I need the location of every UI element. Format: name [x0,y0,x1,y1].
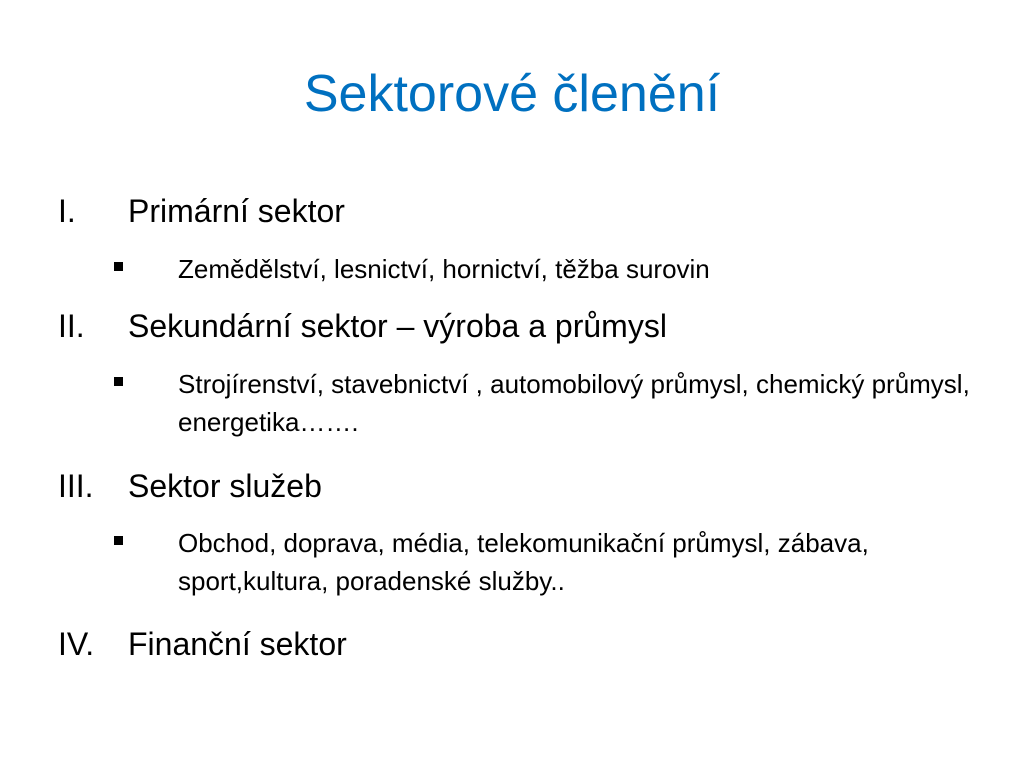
section-number: III. [58,468,94,504]
sub-item-text: Zemědělství, lesnictví, hornictví, těžba surovin [178,254,710,284]
sub-item-text: Strojírenství, stavebnictví , automobilový průmysl, chemický průmysl, energetika……. [178,369,970,437]
square-bullet-icon [114,262,123,271]
section-label: Finanční sektor [128,626,347,662]
section-number: II. [58,308,85,344]
section-label: Sekundární sektor – výroba a průmysl [128,308,667,344]
sub-item-text: Obchod, doprava, média, telekomunikační průmysl, zábava, sport,kultura, poradenské služby.. [178,528,869,596]
slide-title: Sektorové členění [303,65,721,123]
square-bullet-icon [114,536,123,545]
square-bullet-icon [114,377,123,386]
section-label: Primární sektor [128,193,345,229]
section-label: Sektor služeb [128,468,322,504]
section-number: IV. [58,626,95,662]
section-number: I. [58,193,76,229]
